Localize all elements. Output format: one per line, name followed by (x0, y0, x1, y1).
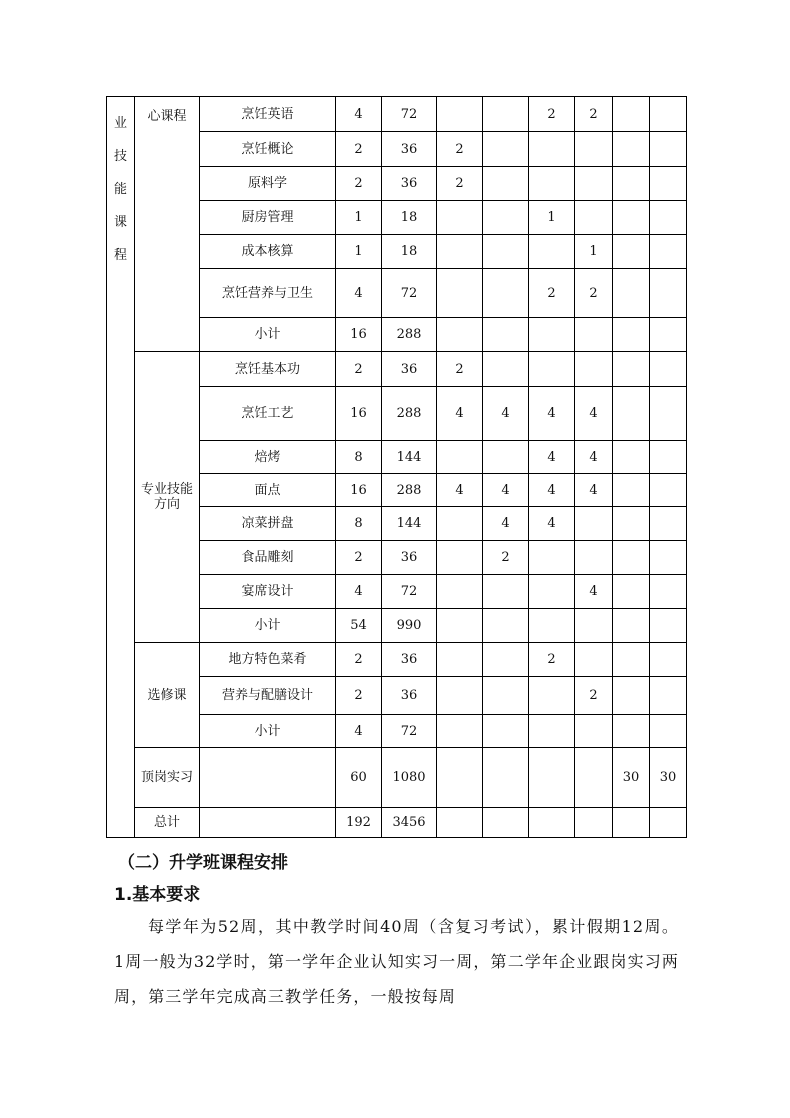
semester-1-cell (437, 235, 483, 269)
credit-cell: 16 (336, 387, 382, 441)
semester-1-cell (437, 609, 483, 643)
semester-2-cell (483, 643, 529, 677)
credit-cell: 192 (336, 808, 382, 838)
hours-cell: 36 (382, 643, 437, 677)
course-name-cell: 地方特色菜肴 (200, 643, 336, 677)
semester-2-cell (483, 575, 529, 609)
semester-5-cell (613, 441, 650, 474)
semester-6-cell (650, 167, 687, 201)
semester-4-cell: 4 (575, 441, 613, 474)
credit-cell: 54 (336, 609, 382, 643)
semester-3-cell (529, 748, 575, 808)
semester-1-cell (437, 97, 483, 132)
semester-4-cell: 2 (575, 269, 613, 318)
semester-2-cell (483, 201, 529, 235)
semester-2-cell (483, 808, 529, 838)
credit-cell: 2 (336, 352, 382, 387)
semester-3-cell (529, 167, 575, 201)
semester-3-cell (529, 318, 575, 352)
credit-cell: 4 (336, 269, 382, 318)
semester-1-cell (437, 541, 483, 575)
course-name-cell: 烹饪英语 (200, 97, 336, 132)
hours-cell: 1080 (382, 748, 437, 808)
hours-cell: 36 (382, 541, 437, 575)
credit-cell: 4 (336, 575, 382, 609)
semester-6-cell (650, 387, 687, 441)
semester-5-cell (613, 474, 650, 507)
semester-2-cell (483, 677, 529, 715)
course-name-cell: 焙烤 (200, 441, 336, 474)
semester-5-cell (613, 318, 650, 352)
semester-5-cell (613, 132, 650, 167)
semester-3-cell (529, 541, 575, 575)
credit-cell: 60 (336, 748, 382, 808)
category-char: 业 (113, 116, 127, 131)
credit-cell: 2 (336, 132, 382, 167)
semester-5-cell (613, 677, 650, 715)
semester-1-cell (437, 318, 483, 352)
subgroup-label: 专业技能方向 (135, 352, 200, 643)
semester-5-cell (613, 387, 650, 441)
semester-1-cell (437, 441, 483, 474)
semester-5-cell (613, 507, 650, 541)
semester-2-cell: 2 (483, 541, 529, 575)
credit-cell: 8 (336, 441, 382, 474)
semester-6-cell (650, 318, 687, 352)
semester-1-cell (437, 269, 483, 318)
course-name-cell: 成本核算 (200, 235, 336, 269)
course-name-cell: 小计 (200, 318, 336, 352)
semester-6-cell (650, 235, 687, 269)
semester-3-cell: 2 (529, 643, 575, 677)
hours-cell: 3456 (382, 808, 437, 838)
semester-5-cell (613, 269, 650, 318)
semester-2-cell (483, 748, 529, 808)
credit-cell: 2 (336, 643, 382, 677)
semester-4-cell: 4 (575, 474, 613, 507)
semester-1-cell (437, 201, 483, 235)
semester-6-cell (650, 97, 687, 132)
semester-4-cell (575, 167, 613, 201)
semester-6-cell (650, 201, 687, 235)
semester-4-cell (575, 643, 613, 677)
semester-6-cell (650, 715, 687, 748)
course-name-cell: 食品雕刻 (200, 541, 336, 575)
semester-6-cell (650, 132, 687, 167)
semester-2-cell (483, 609, 529, 643)
semester-6-cell (650, 677, 687, 715)
semester-5-cell (613, 643, 650, 677)
hours-cell: 72 (382, 97, 437, 132)
semester-1-cell (437, 677, 483, 715)
semester-5-cell (613, 575, 650, 609)
semester-3-cell (529, 609, 575, 643)
total-label: 总计 (135, 808, 200, 838)
course-name-cell: 烹饪基本功 (200, 352, 336, 387)
category-char: 技 (113, 149, 127, 164)
hours-cell: 288 (382, 387, 437, 441)
hours-cell: 36 (382, 167, 437, 201)
semester-5-cell (613, 97, 650, 132)
semester-1-cell (437, 808, 483, 838)
hours-cell: 18 (382, 235, 437, 269)
course-name-cell: 小计 (200, 609, 336, 643)
semester-4-cell (575, 352, 613, 387)
semester-6-cell (650, 541, 687, 575)
table-row (107, 643, 687, 677)
semester-3-cell (529, 352, 575, 387)
semester-3-cell (529, 808, 575, 838)
semester-6-cell (650, 507, 687, 541)
credit-cell: 1 (336, 201, 382, 235)
semester-3-cell (529, 575, 575, 609)
course-name-cell: 烹饪概论 (200, 132, 336, 167)
course-name-cell: 烹饪营养与卫生 (200, 269, 336, 318)
semester-5-cell (613, 352, 650, 387)
credit-cell: 16 (336, 318, 382, 352)
semester-1-cell: 4 (437, 474, 483, 507)
credit-cell: 1 (336, 235, 382, 269)
semester-1-cell (437, 575, 483, 609)
semester-6-cell (650, 609, 687, 643)
semester-3-cell: 4 (529, 441, 575, 474)
subgroup-label: 心课程 (135, 97, 200, 352)
credit-cell: 4 (336, 97, 382, 132)
hours-cell: 144 (382, 507, 437, 541)
semester-4-cell: 2 (575, 97, 613, 132)
semester-1-cell (437, 643, 483, 677)
course-name-cell: 厨房管理 (200, 201, 336, 235)
semester-4-cell (575, 507, 613, 541)
semester-6-cell: 30 (650, 748, 687, 808)
hours-cell: 144 (382, 441, 437, 474)
semester-4-cell: 1 (575, 235, 613, 269)
hours-cell: 36 (382, 677, 437, 715)
category-char: 课 (113, 215, 127, 230)
hours-cell: 36 (382, 132, 437, 167)
semester-6-cell (650, 269, 687, 318)
semester-3-cell: 4 (529, 474, 575, 507)
semester-4-cell (575, 808, 613, 838)
table-row (107, 352, 687, 387)
semester-5-cell (613, 201, 650, 235)
semester-3-cell: 1 (529, 201, 575, 235)
semester-4-cell: 2 (575, 677, 613, 715)
semester-2-cell (483, 352, 529, 387)
hours-cell: 72 (382, 575, 437, 609)
course-name-cell: 烹饪工艺 (200, 387, 336, 441)
semester-4-cell (575, 541, 613, 575)
hours-cell: 288 (382, 318, 437, 352)
semester-1-cell (437, 715, 483, 748)
semester-2-cell (483, 235, 529, 269)
semester-2-cell (483, 715, 529, 748)
credit-cell: 16 (336, 474, 382, 507)
semester-6-cell (650, 474, 687, 507)
semester-2-cell (483, 97, 529, 132)
course-name-cell: 营养与配膳设计 (200, 677, 336, 715)
body-paragraph: 每学年为52周，其中教学时间40周（含复习考试），累计假期12周。1周一般为32学时，第一学年企业认知实习一周，第二学年企业跟岗实习两周，第三学年完成高三教学任务，一般按每周 (114, 917, 679, 1006)
category-char: 程 (113, 248, 127, 263)
semester-3-cell: 2 (529, 97, 575, 132)
credit-cell: 2 (336, 677, 382, 715)
hours-cell: 36 (382, 352, 437, 387)
course-name-cell: 原料学 (200, 167, 336, 201)
course-name-cell: 面点 (200, 474, 336, 507)
semester-3-cell: 2 (529, 269, 575, 318)
category-label (107, 97, 135, 838)
semester-5-cell: 30 (613, 748, 650, 808)
semester-5-cell (613, 715, 650, 748)
semester-4-cell: 4 (575, 575, 613, 609)
semester-4-cell (575, 715, 613, 748)
semester-2-cell (483, 167, 529, 201)
semester-3-cell (529, 132, 575, 167)
semester-5-cell (613, 235, 650, 269)
semester-1-cell: 2 (437, 352, 483, 387)
semester-5-cell (613, 609, 650, 643)
subgroup-label: 选修课 (135, 643, 200, 748)
table-row (107, 97, 687, 132)
semester-3-cell: 4 (529, 387, 575, 441)
semester-2-cell: 4 (483, 507, 529, 541)
semester-6-cell (650, 808, 687, 838)
credit-cell: 8 (336, 507, 382, 541)
semester-3-cell (529, 677, 575, 715)
course-name-cell: 宴席设计 (200, 575, 336, 609)
hours-cell: 18 (382, 201, 437, 235)
section-heading: （二）升学班课程安排 (118, 853, 288, 873)
course-name-cell: 凉菜拼盘 (200, 507, 336, 541)
semester-5-cell (613, 541, 650, 575)
course-name-cell: 小计 (200, 715, 336, 748)
course-name-cell (200, 748, 336, 808)
category-char: 能 (113, 182, 127, 197)
semester-4-cell (575, 132, 613, 167)
hours-cell: 72 (382, 269, 437, 318)
semester-6-cell (650, 352, 687, 387)
semester-6-cell (650, 643, 687, 677)
semester-4-cell: 4 (575, 387, 613, 441)
semester-1-cell: 4 (437, 387, 483, 441)
credit-cell: 2 (336, 167, 382, 201)
semester-5-cell (613, 167, 650, 201)
semester-3-cell: 4 (529, 507, 575, 541)
semester-3-cell (529, 235, 575, 269)
semester-2-cell (483, 269, 529, 318)
semester-2-cell (483, 318, 529, 352)
credit-cell: 2 (336, 541, 382, 575)
hours-cell: 72 (382, 715, 437, 748)
internship-label: 顶岗实习 (135, 748, 200, 808)
semester-4-cell (575, 748, 613, 808)
internship-row (107, 748, 687, 808)
semester-1-cell (437, 748, 483, 808)
semester-3-cell (529, 715, 575, 748)
semester-2-cell (483, 441, 529, 474)
semester-4-cell (575, 201, 613, 235)
semester-1-cell: 2 (437, 132, 483, 167)
hours-cell: 288 (382, 474, 437, 507)
semester-5-cell (613, 808, 650, 838)
course-name-cell (200, 808, 336, 838)
hours-cell: 990 (382, 609, 437, 643)
semester-4-cell (575, 318, 613, 352)
semester-6-cell (650, 441, 687, 474)
credit-cell: 4 (336, 715, 382, 748)
semester-2-cell (483, 132, 529, 167)
total-row (107, 808, 687, 838)
semester-2-cell: 4 (483, 387, 529, 441)
semester-1-cell (437, 507, 483, 541)
semester-4-cell (575, 609, 613, 643)
semester-1-cell: 2 (437, 167, 483, 201)
course-schedule-table (106, 96, 687, 838)
subsection-heading: 1.基本要求 (114, 885, 201, 905)
semester-6-cell (650, 575, 687, 609)
semester-2-cell: 4 (483, 474, 529, 507)
